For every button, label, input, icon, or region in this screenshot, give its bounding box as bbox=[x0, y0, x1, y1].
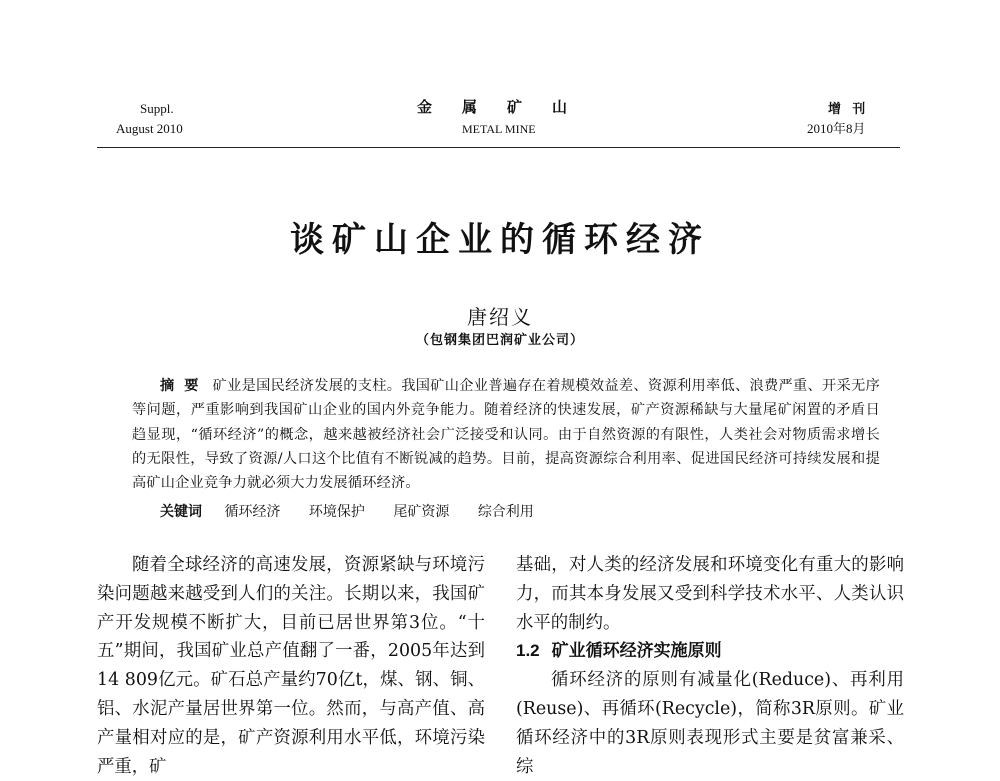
keyword: 环境保护 bbox=[308, 504, 365, 520]
header-suppl: Suppl. bbox=[140, 101, 174, 116]
body-paragraph: 循环经济的原则有减量化(Reduce)、再利用(Reuse)、再循环(Recycle)，简称3R原则。矿业循环经济中的3R原则表现形式主要是贫富兼采、综 bbox=[516, 670, 904, 777]
keyword: 综合利用 bbox=[477, 504, 534, 520]
header-journal-cn: 金属矿山 bbox=[417, 100, 598, 116]
header-date-en: August 2010 bbox=[116, 121, 183, 136]
header-rule bbox=[97, 147, 900, 148]
keyword: 循环经济 bbox=[224, 504, 281, 520]
keywords bbox=[160, 500, 880, 524]
keyword: 尾矿资源 bbox=[393, 504, 450, 520]
section-title: 矿业循环经济实施原则 bbox=[551, 641, 722, 661]
abstract bbox=[132, 374, 880, 495]
abstract-text: 矿业是国民经济发展的支柱。我国矿山企业普遍存在着规模效益差、资源利用率低、浪费严重、开采无序等问题，严重影响到我国矿山企业的国内外竞争能力。随着经济的快速发展，矿产资源稀缺与大量尾矿闲置的矛盾日趋显现，“循环经济”的概念，越来越被经济社会广泛接受和认同。由于自然资源的有限性，人类社会对物质需求增长的无限性，导致了资源/人口这个比值有不断锐减的趋势。目前，提高资源综合利用率、促进国民经济可持续发展和提高矿山企业竞争力就必须大力发展循环经济。 bbox=[132, 378, 880, 492]
section-number: 1.2 bbox=[516, 641, 540, 661]
keywords-label: 关键词 bbox=[160, 504, 202, 520]
body-right-column bbox=[516, 551, 904, 781]
article-affiliation: （包钢集团巴润矿业公司） bbox=[415, 333, 584, 348]
header-date-cn: 2010年8月 bbox=[807, 121, 866, 136]
article-title: 谈矿山企业的循环经济 bbox=[290, 220, 710, 260]
section-heading bbox=[516, 637, 904, 666]
body-paragraph: 基础，对人类的经济发展和环境变化有重大的影响力，而其本身发展又受到科学技术水平、人类认识水平的制约。 bbox=[516, 555, 904, 633]
header-suppl-cn: 增 刊 bbox=[828, 101, 870, 116]
abstract-label: 摘要 bbox=[160, 378, 209, 394]
header-journal-en: METAL MINE bbox=[462, 122, 536, 136]
article-author: 唐绍义 bbox=[467, 305, 533, 329]
body-left-column bbox=[97, 551, 485, 781]
body-paragraph: 随着全球经济的高速发展，资源紧缺与环境污染问题越来越受到人们的关注。长期以来，我国矿产开发规模不断扩大，目前已居世界第3位。“十五”期间，我国矿业总产值翻了一番，2005年达到14 809亿元。矿石总产量约70亿t，煤、钢、铜、铝、水泥产量居世界第一位。然而，与高产值、高产量相对应的是，矿产资源利用水平低，环境污染严重，矿 bbox=[97, 555, 485, 777]
